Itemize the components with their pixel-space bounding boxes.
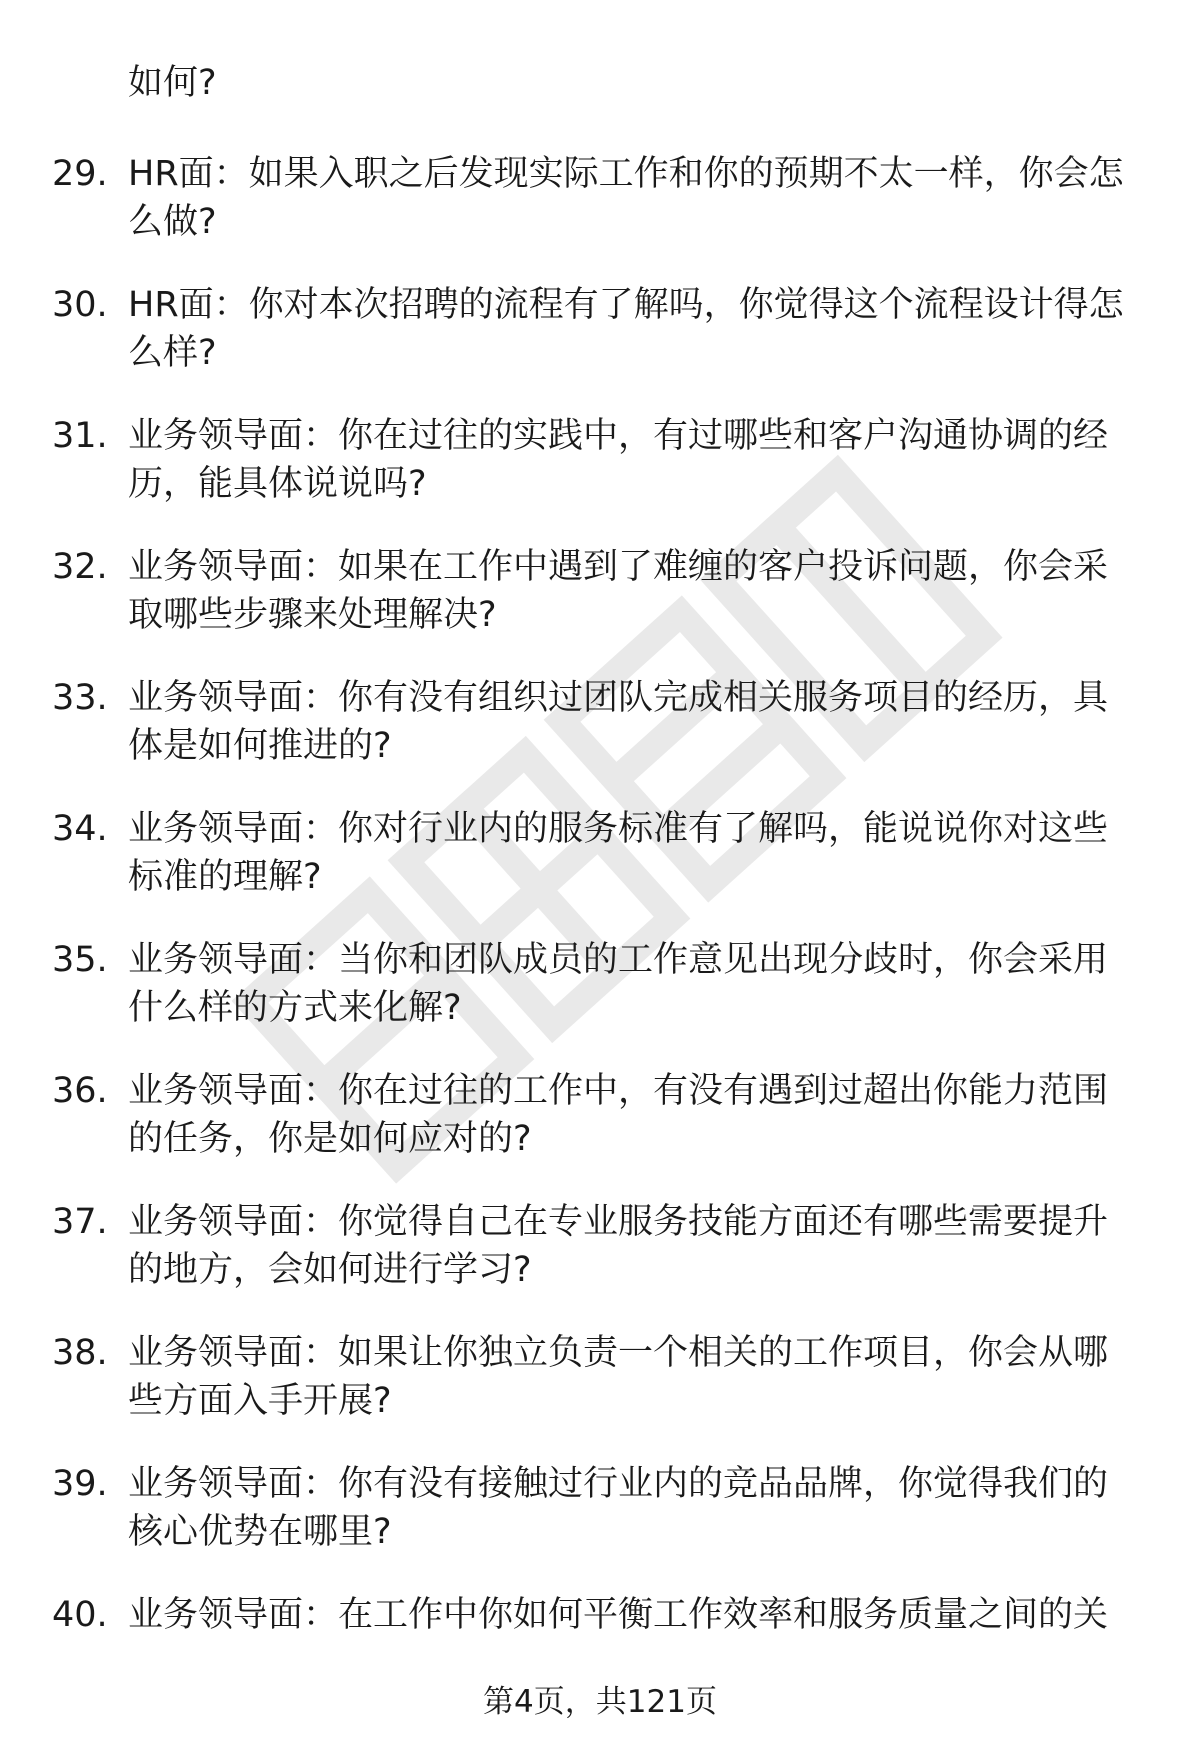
question-line: 的地方，会如何进行学习? [128, 1250, 532, 1290]
question-line: 业务领导面：你有没有接触过行业内的竞品品牌，你觉得我们的 [128, 1464, 1109, 1504]
question-text [128, 412, 1168, 508]
question-line: 业务领导面：你觉得自己在专业服务技能方面还有哪些需要提升 [128, 1202, 1109, 1242]
question-text [128, 1591, 1168, 1639]
continuation-text: 如何? [128, 63, 217, 103]
question-number: 38. [52, 1333, 108, 1373]
question-text [128, 805, 1168, 901]
question-number: 29. [52, 154, 108, 194]
list-item [0, 1198, 1200, 1329]
question-line: 体是如何推进的? [128, 726, 392, 766]
list-item [0, 1460, 1200, 1591]
question-line: 业务领导面：你对行业内的服务标准有了解吗，能说说你对这些 [128, 809, 1109, 849]
question-line: 标准的理解? [128, 857, 322, 897]
question-line: 历，能具体说说吗? [128, 464, 427, 504]
question-line: 业务领导面：你有没有组织过团队完成相关服务项目的经历，具 [128, 678, 1109, 718]
question-line: 么做? [128, 202, 217, 242]
question-line: HR面：你对本次招聘的流程有了解吗，你觉得这个流程设计得怎 [128, 285, 1124, 325]
question-number: 30. [52, 285, 108, 325]
question-line: 的任务，你是如何应对的? [128, 1119, 532, 1159]
question-line: 核心优势在哪里? [128, 1512, 392, 1552]
question-number: 37. [52, 1202, 108, 1242]
question-number: 39. [52, 1464, 108, 1504]
question-number: 34. [52, 809, 108, 849]
question-list [0, 150, 1200, 1722]
question-line: 业务领导面：在工作中你如何平衡工作效率和服务质量之间的关 [128, 1595, 1109, 1635]
question-line: 么样? [128, 333, 217, 373]
question-text [128, 543, 1168, 639]
list-item [0, 150, 1200, 281]
list-item [0, 543, 1200, 674]
question-text [128, 150, 1168, 246]
question-text [128, 1067, 1168, 1163]
list-item [0, 281, 1200, 412]
question-number: 35. [52, 940, 108, 980]
question-text [128, 936, 1168, 1032]
list-item [0, 1067, 1200, 1198]
question-text [128, 281, 1168, 377]
list-item [0, 674, 1200, 805]
question-line: 业务领导面：如果让你独立负责一个相关的工作项目，你会从哪 [128, 1333, 1109, 1373]
list-item [0, 936, 1200, 1067]
question-text [128, 1460, 1168, 1556]
question-line: 业务领导面：你在过往的实践中，有过哪些和客户沟通协调的经 [128, 416, 1109, 456]
list-item [0, 1329, 1200, 1460]
question-text [128, 674, 1168, 770]
question-text [128, 1329, 1168, 1425]
question-line: 些方面入手开展? [128, 1381, 392, 1421]
list-item [0, 805, 1200, 936]
question-number: 32. [52, 547, 108, 587]
question-line: 业务领导面：如果在工作中遇到了难缠的客户投诉问题，你会采 [128, 547, 1109, 587]
question-number: 31. [52, 416, 108, 456]
question-line: 业务领导面：当你和团队成员的工作意见出现分歧时，你会采用 [128, 940, 1109, 980]
page-footer: 第4页，共121页 [483, 1684, 717, 1720]
question-line: 业务领导面：你在过往的工作中，有没有遇到过超出你能力范围 [128, 1071, 1109, 1111]
question-number: 40. [52, 1595, 108, 1635]
question-line: HR面：如果入职之后发现实际工作和你的预期不太一样，你会怎 [128, 154, 1124, 194]
list-item [0, 412, 1200, 543]
question-text [128, 1198, 1168, 1294]
question-number: 36. [52, 1071, 108, 1111]
question-line: 取哪些步骤来处理解决? [128, 595, 497, 635]
question-line: 什么样的方式来化解? [128, 988, 462, 1028]
question-number: 33. [52, 678, 108, 718]
